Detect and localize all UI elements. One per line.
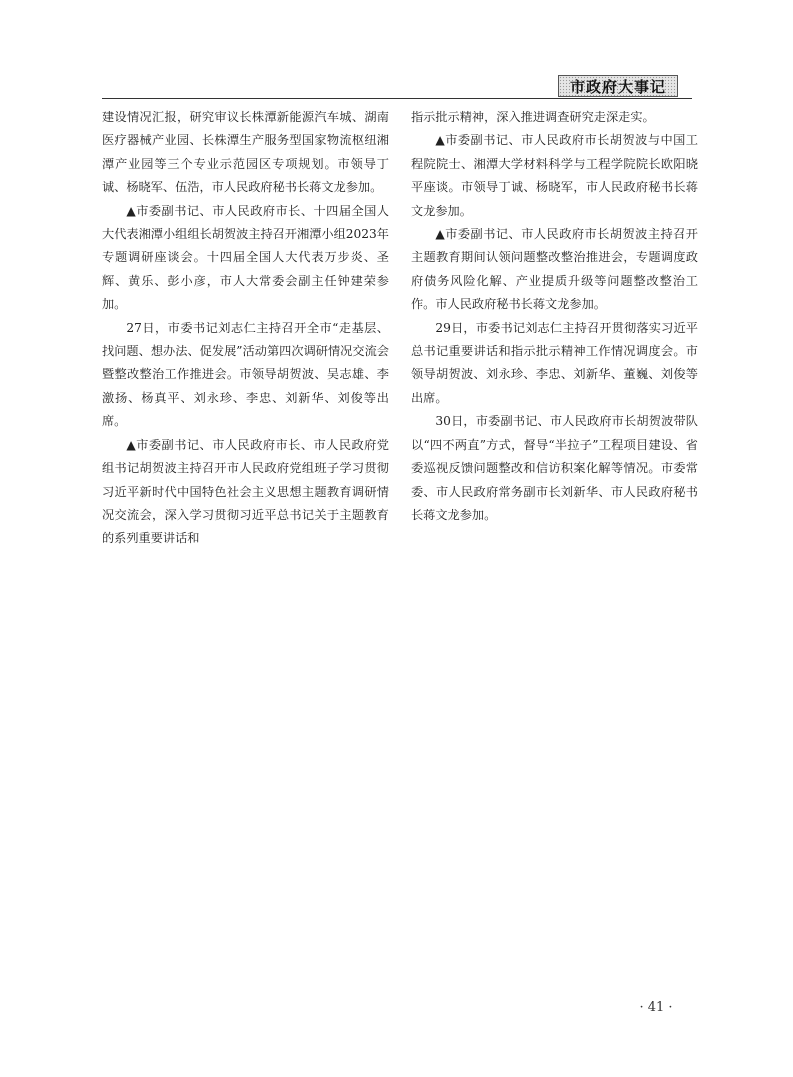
paragraph: 30日，市委副书记、市人民政府市长胡贺波带队以“四不两直”方式，督导“半拉子”工程项目建设、省委巡视反馈问题整改和信访积案化解等情况。市委常委、市人民政府常务副市长刘新华、市人民政府秘书长蒋文龙参加。 (411, 414, 698, 522)
paragraph: ▲市委副书记、市人民政府市长胡贺波与中国工程院院士、湘潭大学材料科学与工程学院院长欧阳晓平座谈。市领导丁诚、杨晓军，市人民政府秘书长蒋文龙参加。 (411, 133, 698, 218)
paragraph: 指示批示精神，深入推进调查研究走深走实。 (411, 110, 655, 124)
left-column (102, 106, 389, 551)
right-column (411, 106, 698, 527)
header-rule (102, 98, 692, 99)
paragraph: ▲市委副书记、市人民政府市长、十四届全国人大代表湘潭小组组长胡贺波主持召开湘潭小组2023年专题调研座谈会。十四届全国人大代表万步炎、圣辉、黄乐、彭小彦，市人大常委会副主任钟建荣参加。 (102, 203, 389, 312)
section-title: 市政府大事记 (569, 77, 666, 96)
paragraph: ▲市委副书记、市人民政府市长胡贺波主持召开主题教育期间认领问题整改整治推进会，专题调度政府债务风险化解、产业提质升级等问题整改整治工作。市人民政府秘书长蒋文龙参加。 (411, 227, 698, 312)
paragraph: 27日，市委书记刘志仁主持召开全市“走基层、找问题、想办法、促发展”活动第四次调研情况交流会暨整改整治工作推进会。市领导胡贺波、吴志雄、李激扬、杨真平、刘永珍、李忠、刘新华、刘俊等出席。 (102, 320, 389, 429)
paragraph: ▲市委副书记、市人民政府市长、市人民政府党组书记胡贺波主持召开市人民政府党组班子学习贯彻习近平新时代中国特色社会主义思想主题教育调研情况交流会，深入学习贯彻习近平总书记关于主题教育的系列重要讲话和 (102, 437, 389, 546)
paragraph: 29日，市委书记刘志仁主持召开贯彻落实习近平总书记重要讲话和指示批示精神工作情况调度会。市领导胡贺波、刘永珍、李忠、刘新华、董巍、刘俊等出席。 (411, 320, 698, 405)
paragraph: 建设情况汇报，研究审议长株潭新能源汽车城、湖南医疗器械产业园、长株潭生产服务型国家物流枢纽湘潭产业园等三个专业示范园区专项规划。市领导丁诚、杨晓军、伍浩，市人民政府秘书长蒋文龙参加。 (102, 110, 389, 195)
section-title-badge (558, 75, 678, 97)
page-number: · 41 · (639, 1000, 673, 1015)
